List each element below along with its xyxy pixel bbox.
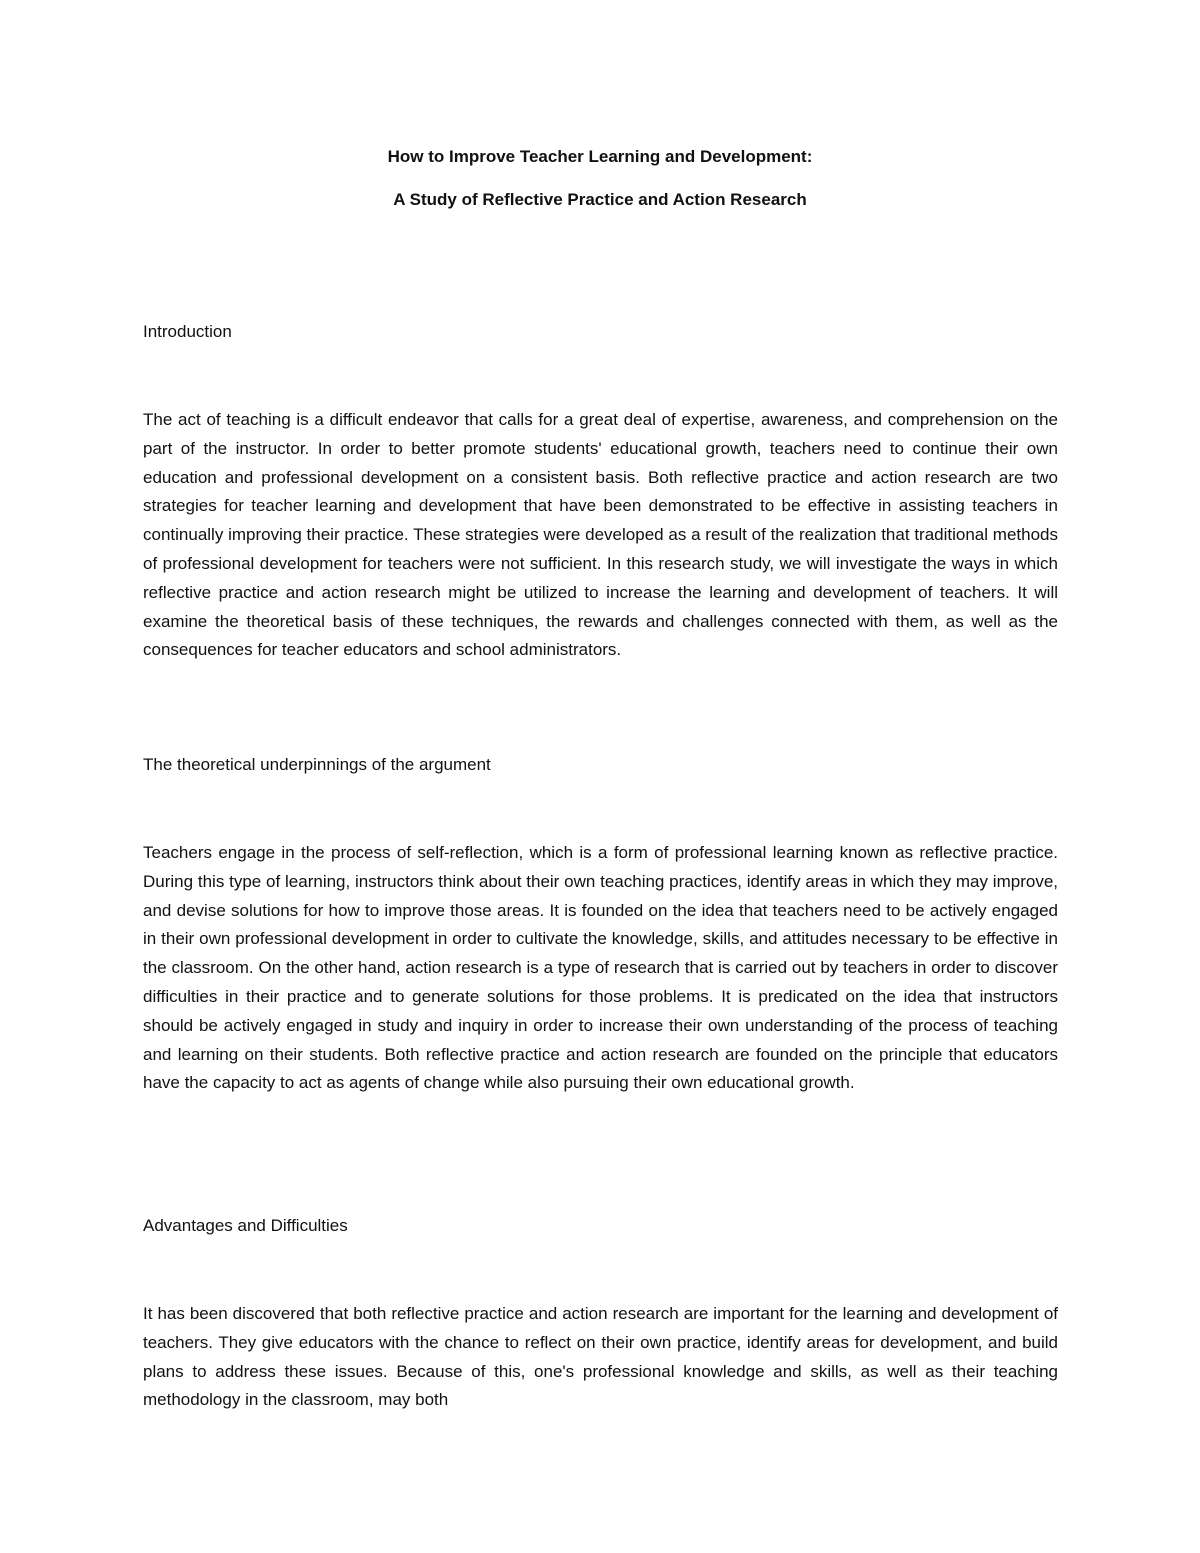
section-heading-theoretical-underpinnings: The theoretical underpinnings of the argument [143, 755, 491, 774]
section-paragraph-theoretical-underpinnings: Teachers engage in the process of self-reflection, which is a form of professional learning known as reflective practice. During this type of learning, instructors think about their own teaching practices, identify areas in which they may improve, and devise solutions for how to improve those areas. It is founded on the idea that teachers need to be actively engaged in their own professional development in order to cultivate the knowledge, skills, and attitudes necessary to be effective in the classroom. On the other hand, action research is a type of research that is carried out by teachers in order to discover difficulties in their practice and to generate solutions for those problems. It is predicated on the idea that instructors should be actively engaged in study and inquiry in order to increase their own understanding of the process of teaching and learning on their students. Both reflective practice and action research are founded on the principle that educators have the capacity to act as agents of change while also pursuing their own educational growth. [143, 843, 1058, 1093]
section-paragraph-introduction: The act of teaching is a difficult endeavor that calls for a great deal of expertise, awareness, and comprehension on the part of the instructor. In order to better promote students' educational growth, teachers need to continue their own education and professional development on a consistent basis. Both reflective practice and action research are two strategies for teacher learning and development that have been demonstrated to be effective in assisting teachers in continually improving their practice. These strategies were developed as a result of the realization that traditional methods of professional development for teachers were not sufficient. In this research study, we will investigate the ways in which reflective practice and action research might be utilized to increase the learning and development of teachers. It will examine the theoretical basis of these techniques, the rewards and challenges connected with them, as well as the consequences for teacher educators and school administrators. [143, 410, 1058, 660]
document-subtitle: A Study of Reflective Practice and Action Research [393, 190, 807, 209]
section-paragraph-advantages-difficulties: It has been discovered that both reflective practice and action research are important for the learning and development of teachers. They give educators with the chance to reflect on their own practice, identify areas for development, and build plans to address these issues. Because of this, one's professional knowledge and skills, as well as their teaching methodology in the classroom, may both [143, 1304, 1058, 1410]
section-heading-introduction: Introduction [143, 322, 232, 341]
section-heading-advantages-difficulties: Advantages and Difficulties [143, 1216, 348, 1235]
document-title: How to Improve Teacher Learning and Development: [387, 147, 813, 166]
